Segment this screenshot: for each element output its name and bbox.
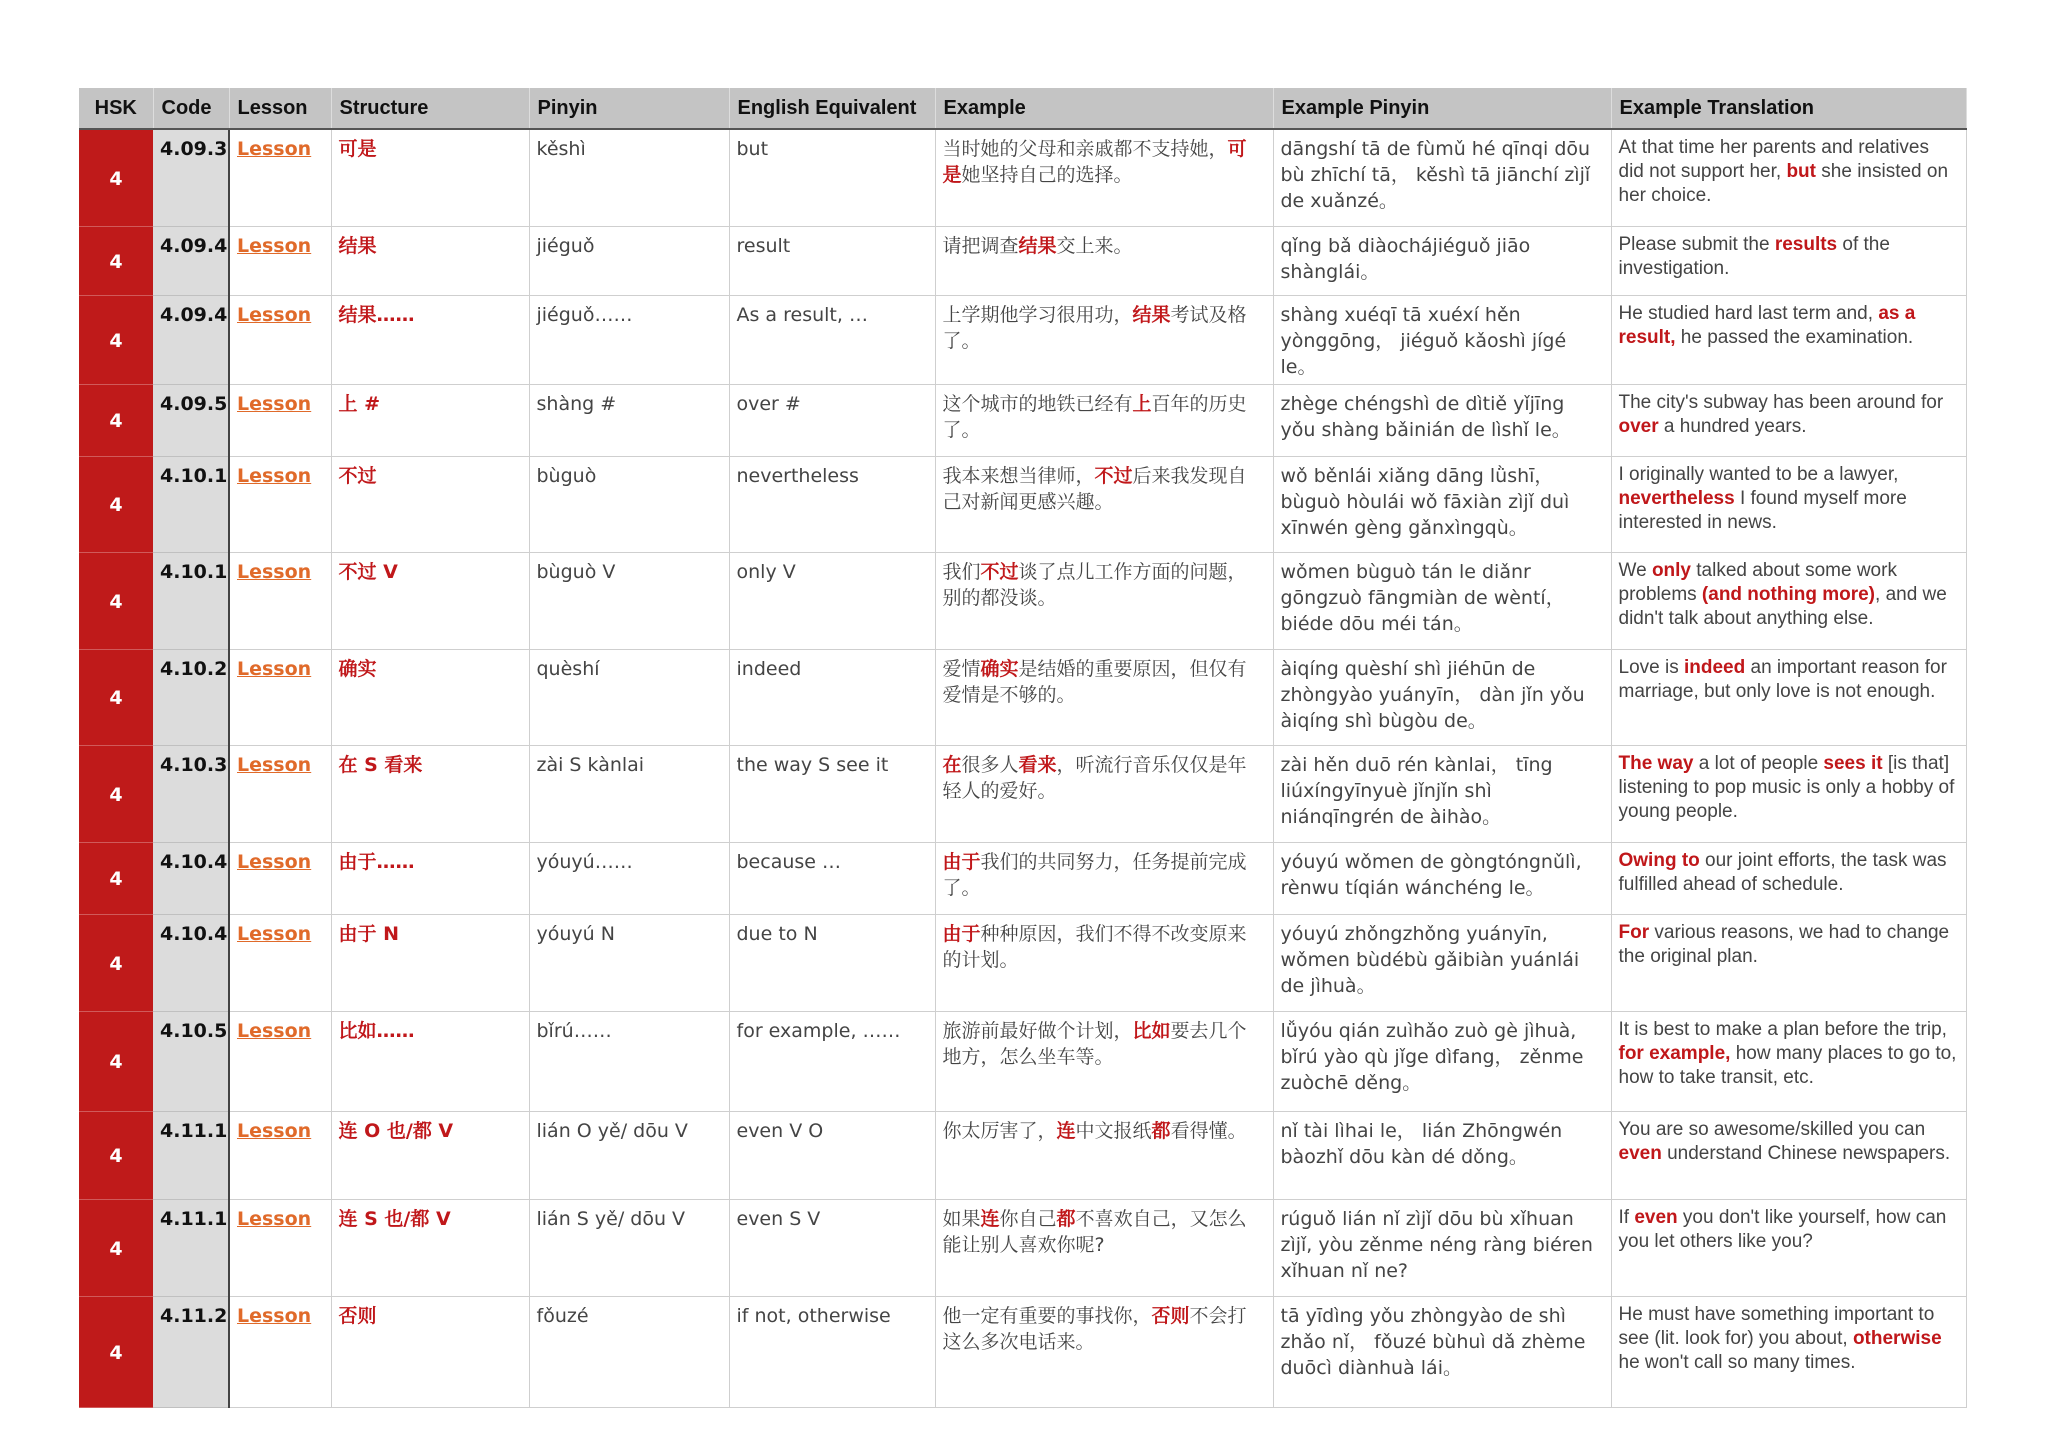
example: 在很多人看来，听流行音乐仅仅是年轻人的爱好。 [935,745,1273,842]
highlight-phrase: 由于 [942,922,981,945]
example-translation: We only talked about some work problems (and nothing more), and we didn't talk about anything else. [1611,552,1966,649]
english-equivalent: for example, …… [729,1011,935,1111]
grammar-code: 4.11.1 [153,1111,229,1199]
header-hsk: HSK [79,88,153,129]
highlight-phrase: 可是 [942,138,1247,186]
header-example-pinyin: Example Pinyin [1273,88,1611,129]
example: 请把调查结果交上来。 [935,226,1273,295]
lesson-link[interactable]: Lesson [237,303,312,326]
pinyin: fǒuzé [529,1296,729,1407]
example-translation: I originally wanted to be a lawyer, nevertheless I found myself more interested in news. [1611,456,1966,552]
example: 他一定有重要的事找你，否则不会打这么多次电话来。 [935,1296,1273,1407]
structure: 连 S 也/都 V [331,1199,529,1296]
pinyin: bùguò V [529,552,729,649]
structure: 在 S 看来 [331,745,529,842]
lesson-cell [229,1296,331,1407]
table-row [79,745,1966,842]
grammar-code: 4.10.4 [153,842,229,914]
lesson-link[interactable]: Lesson [237,464,312,487]
highlight-phrase: 在 [942,753,962,776]
lesson-cell [229,456,331,552]
highlight-phrase: otherwise [1852,1327,1942,1349]
highlight-phrase: Owing to [1618,849,1700,871]
english-equivalent: even V O [729,1111,935,1199]
lesson-cell [229,1011,331,1111]
table-row [79,1011,1966,1111]
example: 爱情确实是结婚的重要原因，但仅有爱情是不够的。 [935,649,1273,745]
example-pinyin: wǒ běnlái xiǎng dāng lǜshī， bùguò hòulái wǒ fāxiàn zìjǐ duì xīnwén gèng gǎnxìngqù。 [1273,456,1611,552]
pinyin: kěshì [529,129,729,226]
highlight-phrase: For [1618,921,1650,943]
example: 这个城市的地铁已经有上百年的历史了。 [935,384,1273,456]
highlight-phrase: indeed [1683,656,1746,678]
hsk-level: 4 [79,914,153,1011]
hsk-level: 4 [79,456,153,552]
highlight-phrase: 看来 [1018,753,1057,776]
example-translation: It is best to make a plan before the trip, for example, how many places to go to, how to take transit, etc. [1611,1011,1966,1111]
example-translation: You are so awesome/skilled you can even understand Chinese newspapers. [1611,1111,1966,1199]
highlight-phrase: 结果 [1132,303,1171,326]
pinyin: quèshí [529,649,729,745]
lesson-cell [229,295,331,384]
grammar-code: 4.10.1 [153,552,229,649]
lesson-link[interactable]: Lesson [237,1207,312,1230]
hsk-level: 4 [79,295,153,384]
hsk-level: 4 [79,649,153,745]
structure: 结果 [331,226,529,295]
header-translation: Example Translation [1611,88,1966,129]
grammar-code: 4.10.3 [153,745,229,842]
highlight-phrase: (and nothing more) [1701,583,1876,605]
hsk-level: 4 [79,1111,153,1199]
highlight-phrase: 确实 [980,657,1019,680]
example-translation: The city's subway has been around for over a hundred years. [1611,384,1966,456]
grammar-code: 4.09.4 [153,295,229,384]
highlight-phrase: 比如 [1132,1019,1171,1042]
highlight-phrase: but [1786,161,1816,182]
grammar-code: 4.10.4 [153,914,229,1011]
hsk-level: 4 [79,745,153,842]
hsk-level: 4 [79,384,153,456]
highlight-phrase: 连 [1056,1119,1076,1142]
example: 你太厉害了，连中文报纸都看得懂。 [935,1111,1273,1199]
grammar-code: 4.11.1 [153,1199,229,1296]
table-row [79,226,1966,295]
english-equivalent: but [729,129,935,226]
english-equivalent: because … [729,842,935,914]
highlight-phrase: 结果 [1018,234,1057,257]
english-equivalent: result [729,226,935,295]
pinyin: yóuyú…… [529,842,729,914]
example-pinyin: wǒmen bùguò tán le diǎnr gōngzuò fāngmiàn de wèntí， biéde dōu méi tán。 [1273,552,1611,649]
pinyin: bùguò [529,456,729,552]
hsk-level: 4 [79,226,153,295]
grammar-code: 4.09.4 [153,226,229,295]
structure: 上 # [331,384,529,456]
english-equivalent: only V [729,552,935,649]
pinyin: shàng # [529,384,729,456]
example-pinyin: zài hěn duō rén kànlai， tīng liúxíngyīnyuè jǐnjǐn shì niánqīngrén de àihào。 [1273,745,1611,842]
highlight-phrase: 否则 [1151,1304,1190,1327]
table-row [79,1111,1966,1199]
structure: 比如…… [331,1011,529,1111]
structure: 不过 [331,456,529,552]
structure: 确实 [331,649,529,745]
hsk-level: 4 [79,1296,153,1407]
structure: 连 O 也/都 V [331,1111,529,1199]
table-row [79,295,1966,384]
structure: 不过 V [331,552,529,649]
lesson-cell [229,649,331,745]
lesson-cell [229,914,331,1011]
example: 我们不过谈了点儿工作方面的问题，别的都没谈。 [935,552,1273,649]
lesson-cell [229,1199,331,1296]
lesson-cell [229,842,331,914]
pinyin: zài S kànlai [529,745,729,842]
hsk-level: 4 [79,129,153,226]
example-pinyin: nǐ tài lìhai le， lián Zhōngwén bàozhǐ dōu kàn dé dǒng。 [1273,1111,1611,1199]
lesson-link[interactable]: Lesson [237,1119,312,1142]
example-translation: If even you don't like yourself, how can you let others like you? [1611,1199,1966,1296]
grammar-code: 4.09.3 [153,129,229,226]
example-translation: Owing to our joint efforts, the task was fulfilled ahead of schedule. [1611,842,1966,914]
header-structure: Structure [331,88,529,129]
example-pinyin: dāngshí tā de fùmǔ hé qīnqi dōu bù zhīchí tā， kěshì tā jiānchí zìjǐ de xuǎnzé。 [1273,129,1611,226]
example-pinyin: tā yīdìng yǒu zhòngyào de shì zhǎo nǐ， fǒuzé bùhuì dǎ zhème duōcì diànhuà lái。 [1273,1296,1611,1407]
example-pinyin: zhège chéngshì de dìtiě yǐjīng yǒu shàng bǎinián de lìshǐ le。 [1273,384,1611,456]
header-code: Code [153,88,229,129]
english-equivalent: over # [729,384,935,456]
example-pinyin: qǐng bǎ diàochájiéguǒ jiāo shànglái。 [1273,226,1611,295]
lesson-cell [229,552,331,649]
lesson-link[interactable]: Lesson [237,560,312,583]
highlight-phrase: as a result, [1618,302,1916,348]
table-header [79,88,1966,129]
lesson-link[interactable]: Lesson [237,392,312,415]
structure: 结果…… [331,295,529,384]
table-row [79,456,1966,552]
lesson-cell [229,384,331,456]
pinyin: lián S yě/ dōu V [529,1199,729,1296]
table-row [79,1296,1966,1407]
english-equivalent: even S V [729,1199,935,1296]
highlight-phrase: only [1651,559,1691,581]
lesson-link[interactable]: Lesson [237,234,312,257]
table-row [79,129,1966,226]
highlight-phrase: for example, [1618,1042,1731,1064]
grammar-code: 4.10.5 [153,1011,229,1111]
english-equivalent: indeed [729,649,935,745]
lesson-link[interactable]: Lesson [237,922,312,945]
lesson-cell [229,1111,331,1199]
example: 由于我们的共同努力，任务提前完成了。 [935,842,1273,914]
english-equivalent: the way S see it [729,745,935,842]
highlight-phrase: nevertheless [1618,487,1735,509]
highlight-phrase: 不过 [980,560,1019,583]
lesson-link[interactable]: Lesson [237,1304,312,1327]
highlight-phrase: 连 [980,1207,1000,1230]
pinyin: jiéguǒ [529,226,729,295]
lesson-link[interactable]: Lesson [237,657,312,680]
example: 上学期他学习很用功，结果考试及格了。 [935,295,1273,384]
example-pinyin: shàng xuéqī tā xuéxí hěn yònggōng， jiéguǒ kǎoshì jígé le。 [1273,295,1611,384]
header-english: English Equivalent [729,88,935,129]
highlight-phrase: over [1618,415,1659,437]
pinyin: lián O yě/ dōu V [529,1111,729,1199]
grammar-code: 4.10.1 [153,456,229,552]
structure: 否则 [331,1296,529,1407]
pinyin: jiéguǒ…… [529,295,729,384]
example-translation: He studied hard last term and, as a result, he passed the examination. [1611,295,1966,384]
grammar-code: 4.11.2 [153,1296,229,1407]
example: 当时她的父母和亲戚都不支持她，可是她坚持自己的选择。 [935,129,1273,226]
highlight-phrase: results [1774,233,1838,255]
header-lesson: Lesson [229,88,331,129]
header-pinyin: Pinyin [529,88,729,129]
table-row [79,914,1966,1011]
lesson-link[interactable]: Lesson [237,850,312,873]
lesson-cell [229,129,331,226]
hsk-level: 4 [79,552,153,649]
table-row [79,384,1966,456]
lesson-link[interactable]: Lesson [237,1019,312,1042]
highlight-phrase: The way [1618,752,1694,774]
table-row [79,552,1966,649]
highlight-phrase: 都 [1056,1207,1076,1230]
highlight-phrase: 由于 [942,850,981,873]
example: 如果连你自己都不喜欢自己，又怎么能让别人喜欢你呢? [935,1199,1273,1296]
example-pinyin: yóuyú zhǒngzhǒng yuányīn, wǒmen bùdébù gǎibiàn yuánlái de jìhuà。 [1273,914,1611,1011]
highlight-phrase: 都 [1151,1119,1171,1142]
example-translation: Please submit the results of the investigation. [1611,226,1966,295]
highlight-phrase: even [1618,1142,1662,1164]
highlight-phrase: 不过 [1094,464,1133,487]
pinyin: yóuyú N [529,914,729,1011]
example-translation: Love is indeed an important reason for marriage, but only love is not enough. [1611,649,1966,745]
grammar-code: 4.09.5 [153,384,229,456]
highlight-phrase: 上 [1132,392,1152,415]
structure: 由于…… [331,842,529,914]
table-row [79,842,1966,914]
english-equivalent: As a result, … [729,295,935,384]
example-translation: At that time her parents and relatives did not support her, but she insisted on her choice. [1611,129,1966,226]
header-example: Example [935,88,1273,129]
example: 由于种种原因，我们不得不改变原来的计划。 [935,914,1273,1011]
example-translation: The way a lot of people sees it [is that] listening to pop music is only a hobby of young people. [1611,745,1966,842]
lesson-link[interactable]: Lesson [237,138,312,160]
structure: 由于 N [331,914,529,1011]
example-pinyin: àiqíng quèshí shì jiéhūn de zhòngyào yuányīn， dàn jǐn yǒu àiqíng shì bùgòu de。 [1273,649,1611,745]
hsk-level: 4 [79,842,153,914]
lesson-cell [229,745,331,842]
lesson-link[interactable]: Lesson [237,753,312,776]
pinyin: bǐrú…… [529,1011,729,1111]
english-equivalent: if not, otherwise [729,1296,935,1407]
example: 旅游前最好做个计划，比如要去几个地方，怎么坐车等。 [935,1011,1273,1111]
example-pinyin: yóuyú wǒmen de gòngtóngnǔlì, rènwu tíqián wánchéng le。 [1273,842,1611,914]
highlight-phrase: sees it [1823,752,1883,774]
highlight-phrase: even [1634,1206,1678,1228]
lesson-cell [229,226,331,295]
example-translation: For various reasons, we had to change the original plan. [1611,914,1966,1011]
grammar-table [79,88,1967,1408]
hsk-level: 4 [79,1011,153,1111]
example-translation: He must have something important to see (lit. look for) you about, otherwise he won't call so many times. [1611,1296,1966,1407]
english-equivalent: nevertheless [729,456,935,552]
table-row [79,1199,1966,1296]
example-pinyin: rúguǒ lián nǐ zìjǐ dōu bù xǐhuan zìjǐ, yòu zěnme néng ràng biéren xǐhuan nǐ ne? [1273,1199,1611,1296]
hsk-level: 4 [79,1199,153,1296]
grammar-code: 4.10.2 [153,649,229,745]
example-pinyin: lǚyóu qián zuìhǎo zuò gè jìhuà, bǐrú yào qù jǐge dìfang， zěnme zuòchē děng。 [1273,1011,1611,1111]
structure: 可是 [331,129,529,226]
example: 我本来想当律师，不过后来我发现自己对新闻更感兴趣。 [935,456,1273,552]
table-body [79,129,1966,1407]
english-equivalent: due to N [729,914,935,1011]
table-row [79,649,1966,745]
